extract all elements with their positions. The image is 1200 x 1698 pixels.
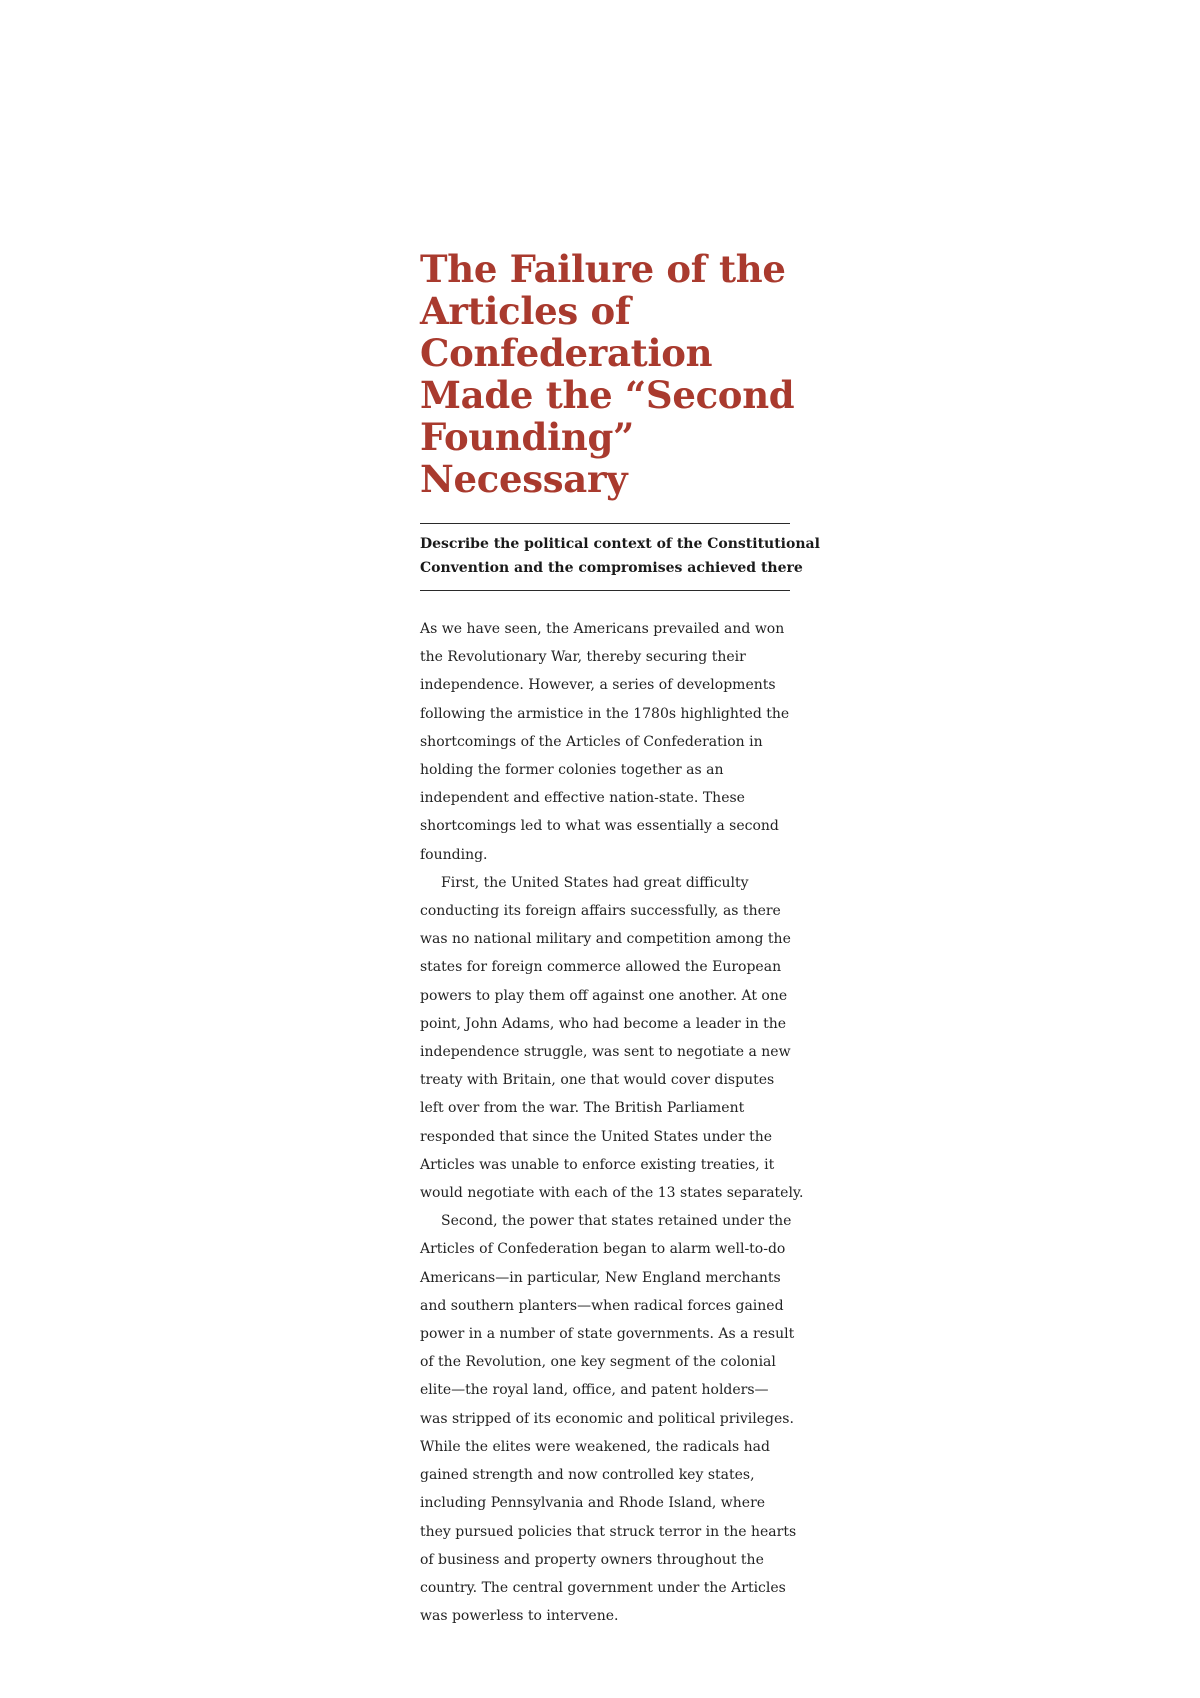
- paragraph-line: would negotiate with each of the 13 states separately.: [420, 1185, 804, 1202]
- paragraph-line: Second, the power that states retained under the: [441, 1213, 792, 1230]
- body-paragraph: [420, 1207, 797, 1630]
- paragraph-line: First, the United States had great difficulty: [441, 874, 749, 891]
- paragraph-line: including Pennsylvania and Rhode Island, where: [420, 1495, 766, 1512]
- paragraph-line: independent and effective nation-state. These: [420, 790, 745, 807]
- paragraph-line: independence. However, a series of developments: [420, 677, 776, 694]
- body-paragraph: [420, 615, 790, 869]
- paragraph-line: independence struggle, was sent to negotiate a new: [420, 1044, 791, 1061]
- paragraph-line: and southern planters—when radical forces gained: [420, 1297, 784, 1314]
- section-title-line: The Failure of the: [420, 247, 786, 291]
- paragraph-line: Articles was unable to enforce existing treaties, it: [420, 1156, 775, 1173]
- paragraph-line: point, John Adams, who had become a leader in the: [420, 1015, 787, 1032]
- section-title-line: Confederation: [420, 331, 713, 375]
- paragraph-line: was stripped of its economic and political privileges.: [420, 1410, 794, 1427]
- paragraph-line: country. The central government under the Articles: [420, 1579, 786, 1596]
- paragraph-line: conducting its foreign affairs successfully, as there: [420, 903, 781, 920]
- paragraph-line: responded that since the United States under the: [420, 1128, 773, 1145]
- paragraph-line: of business and property owners throughout the: [420, 1551, 764, 1568]
- paragraph-line: holding the former colonies together as an: [420, 762, 724, 779]
- paragraph-line: Americans—in particular, New England merchants: [420, 1269, 781, 1286]
- page-content: [420, 247, 820, 1630]
- section-title: [420, 247, 795, 501]
- paragraph-line: they pursued policies that struck terror in the hearts: [420, 1523, 797, 1540]
- section-title-line: Necessary: [420, 457, 628, 501]
- body-text: [420, 615, 804, 1630]
- paragraph-line: power in a number of state governments. As a result: [420, 1326, 795, 1343]
- paragraph-line: of the Revolution, one key segment of the colonial: [420, 1354, 776, 1371]
- paragraph-line: shortcomings led to what was essentially a second: [420, 818, 779, 835]
- learning-objective-box: [420, 523, 820, 591]
- learning-objective: [420, 532, 820, 580]
- paragraph-line: following the armistice in the 1780s highlighted the: [420, 705, 790, 722]
- paragraph-line: powers to play them off against one another. At one: [420, 987, 788, 1004]
- paragraph-line: Articles of Confederation began to alarm well-to-do: [420, 1241, 786, 1258]
- learning-objective-line: Describe the political context of the Constitutional: [420, 536, 820, 552]
- paragraph-line: elite—the royal land, office, and patent holders—: [420, 1382, 769, 1399]
- paragraph-line: gained strength and now controlled key states,: [420, 1467, 755, 1484]
- learning-objective-line: Convention and the compromises achieved there: [420, 560, 803, 576]
- paragraph-line: As we have seen, the Americans prevailed and won: [420, 621, 785, 637]
- paragraph-line: While the elites were weakened, the radicals had: [420, 1438, 770, 1455]
- paragraph-line: shortcomings of the Articles of Confederation in: [420, 733, 763, 750]
- paragraph-line: treaty with Britain, one that would cover disputes: [420, 1072, 775, 1089]
- paragraph-line: was no national military and competition among the: [420, 931, 791, 948]
- paragraph-line: the Revolutionary War, thereby securing their: [420, 649, 746, 666]
- body-paragraph: [420, 869, 804, 1207]
- section-title-line: Made the “Second: [420, 373, 795, 417]
- paragraph-line: was powerless to intervene.: [420, 1608, 619, 1625]
- paragraph-line: left over from the war. The British Parliament: [420, 1100, 745, 1117]
- section-title-line: Articles of: [420, 289, 631, 333]
- paragraph-line: states for foreign commerce allowed the European: [420, 959, 782, 976]
- section-title-line: Founding”: [420, 415, 635, 459]
- paragraph-line: founding.: [420, 846, 488, 863]
